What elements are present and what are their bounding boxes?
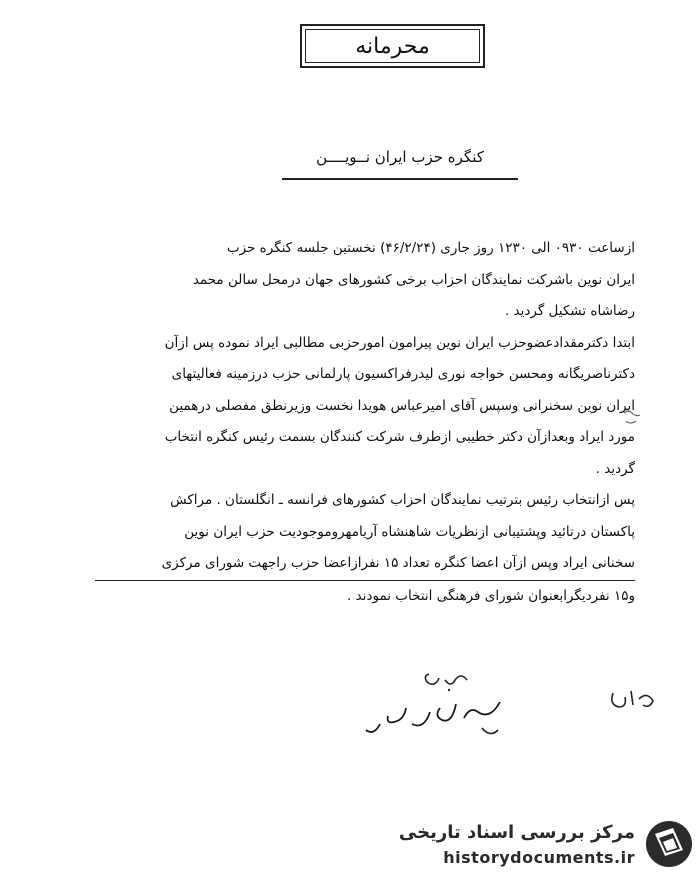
classification-stamp — [300, 24, 485, 68]
paragraph-2-line-2: دکترناصریگانه ومحسن خواجه نوری لیدرفراکسیون پارلمانی حزب درزمینه فعالیتهای — [171, 366, 635, 382]
handwritten-signature-icon — [360, 690, 510, 750]
paragraph-1-line-1: ازساعت ۰۹۳۰ الی ۱۲۳۰ روز جاری (۴۶/۲/۲۴) نخستین جلسه کنگره حزب — [226, 240, 635, 256]
paragraph-1-line-2: ایران نوین باشرکت نمایندگان احزاب برخی کشورهای جهان درمحل سالن محمد — [192, 271, 635, 288]
paragraph-2-line-4: مورد ایراد وبعدازآن دکتر خطیبی ازطرف شرکت کنندگان بسمت رئیس کنگره انتخاب — [164, 429, 635, 445]
paragraph-3-line-3: سخنانی ایراد وپس ازآن اعضا کنگره تعداد ۱۵ نفرازاعضا حزب راجهت شورای مرکزی — [95, 548, 635, 581]
archive-name: مرکز بررسی اسناد تاریخی — [398, 822, 635, 843]
archive-watermark — [395, 812, 695, 874]
archive-emblem-icon — [643, 816, 695, 872]
document-title: کنگره حزب ایران نــویــــن — [316, 148, 484, 166]
title-underline — [282, 178, 518, 180]
paragraph-1-line-3: رضاشاه تشکیل گردید . — [504, 303, 635, 319]
document-body — [95, 233, 635, 612]
margin-scribble-icon — [620, 407, 644, 429]
paragraph-2-line-3: ایران نوین سخنرانی وسپس آقای امیرعباس هویدا نخست وزیرنطق مفصلی درهمین — [169, 397, 635, 414]
archive-website[interactable]: historydocuments.ir — [443, 848, 635, 867]
paragraph-3-line-4: و۱۵ نفردیگرابعنوان شورای فرهنگی انتخاب نمودند . — [347, 587, 635, 604]
margin-mark — [620, 407, 644, 432]
paragraph-2-line-1: ابتدا دکترمقدادعضوحزب ایران نوین پیرامون امورحزبی مطالبی ایراد نموده پس ازآن — [164, 334, 635, 351]
paragraph-2-line-5: گردید . — [595, 460, 635, 477]
paragraph-3-line-2: پاکستان درتائید وپشتیبانی ازنظریات شاهنشاه آریامهروموجودیت حزب ایران نوین — [184, 523, 635, 540]
paragraph-3-line-1: پس ازانتخاب رئیس بترتیب نمایندگان احزاب کشورهای فرانسه ـ انگلستان . مراکش — [170, 492, 635, 508]
classification-stamp-text: محرمانه — [305, 29, 480, 63]
handwritten-initial-icon — [605, 683, 660, 718]
